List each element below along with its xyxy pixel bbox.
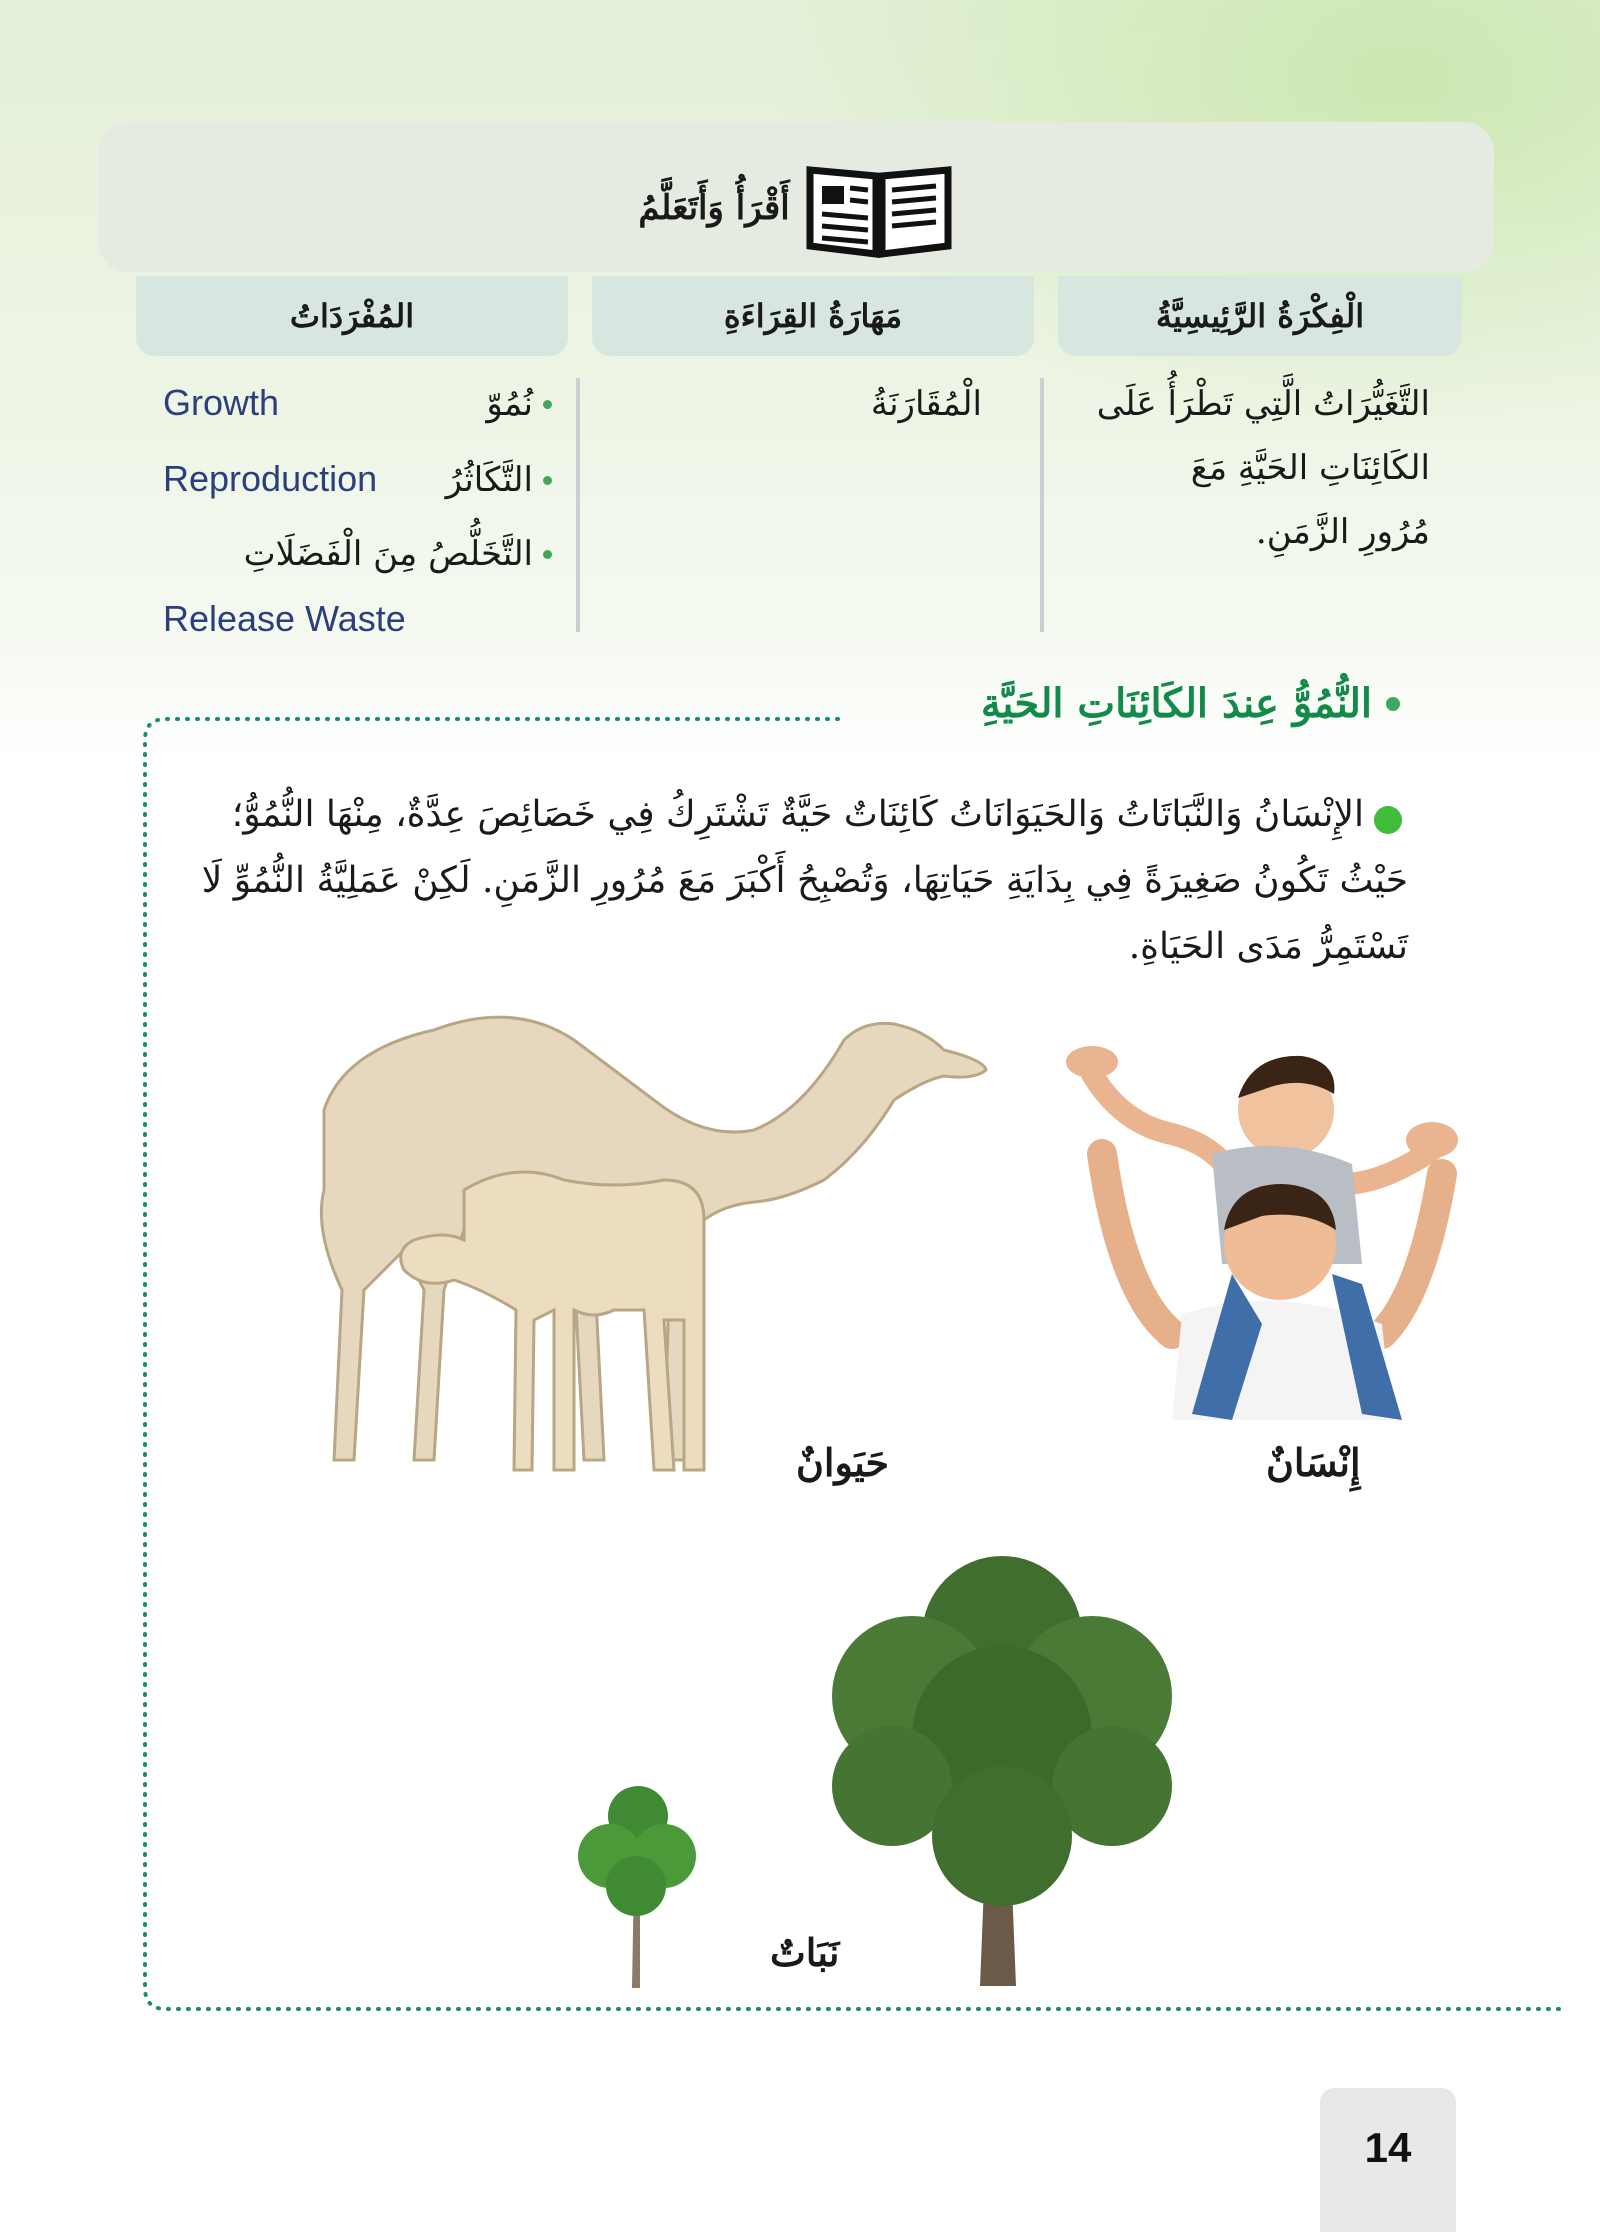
page-title: أَقْرَأُ وَأَتَعَلَّمُ [638,188,790,228]
bullet-dot [543,476,552,485]
column-divider [576,378,580,632]
bullet-dot [543,400,552,409]
father-son-image [1062,1034,1464,1420]
vocabulary-header: المُفْرَدَاتُ [136,276,568,356]
vocab-ar-text: التَّخَلُّصُ مِنَ الْفَضَلَاتِ [243,534,533,574]
page-number: 14 [1364,2124,1412,2171]
open-book-icon [804,156,954,260]
reading-skill-text: الْمُقَارَنَةُ [870,384,982,424]
small-tree-image [574,1776,700,1990]
vocab-item-en: Release Waste [163,598,406,639]
caption-animal: حَيَوانٌ [796,1440,890,1485]
vocab-ar-text: نُمُوّ [486,384,533,424]
main-idea-line: مُرُورِ الزَّمَنِ. [1255,512,1430,552]
bullet-dot [1386,697,1400,711]
main-idea-text [1040,372,1430,564]
vocab-ar-text: التَّكَاثُرُ [445,460,533,500]
banner-title [98,156,1494,260]
camel-image [284,990,1004,1496]
reading-skill-header: مَهَارَةُ القِرَاءَةِ [592,276,1034,356]
vocab-item-en: Growth [163,382,280,423]
vocab-item-ar [244,534,552,574]
vocab-item-ar [446,460,552,500]
page-number-box [1320,2088,1456,2232]
main-idea-line: التَّغَيُّرَاتُ الَّتِي تَطْرَأُ عَلَى [1096,384,1430,424]
section-title: النُّمُوُّ عِندَ الكَائِنَاتِ الحَيَّةِ [980,680,1372,727]
main-idea-line: الكَائِنَاتِ الحَيَّةِ مَعَ [1190,448,1430,488]
bullet-dot [543,550,552,559]
vocab-item-ar [486,384,552,424]
caption-human: إِنْسَانٌ [1266,1440,1361,1485]
section-paragraph: الإِنْسَانُ وَالنَّبَاتَاتُ وَالحَيَوَانَاتُ كَائِنَاتٌ حَيَّةٌ تَشْتَرِكُ فِي خَصَائِصَ عِدَّةٌ، مِنْهَا النُّمُوُّ؛ حَيْثُ تَكُونُ صَغِيرَةً فِي بِدَايَةِ حَيَاتِهَا، وَتُصْبِحُ أَكْبَرَ مَعَ مُرُورِ الزَّمَنِ. لَكِنْ عَمَلِيَّةُ النُّمُوِّ لَا تَسْتَمِرُّ مَدَى الحَيَاةِ. [201,794,1408,967]
header-banner [98,122,1494,272]
caption-plant: نَبَاتٌ [770,1930,840,1975]
main-idea-header: الْفِكْرَةُ الرَّئِيسِيَّةُ [1058,276,1462,356]
large-tree-image [812,1546,1186,1990]
vocab-item-en: Reproduction [163,458,378,499]
